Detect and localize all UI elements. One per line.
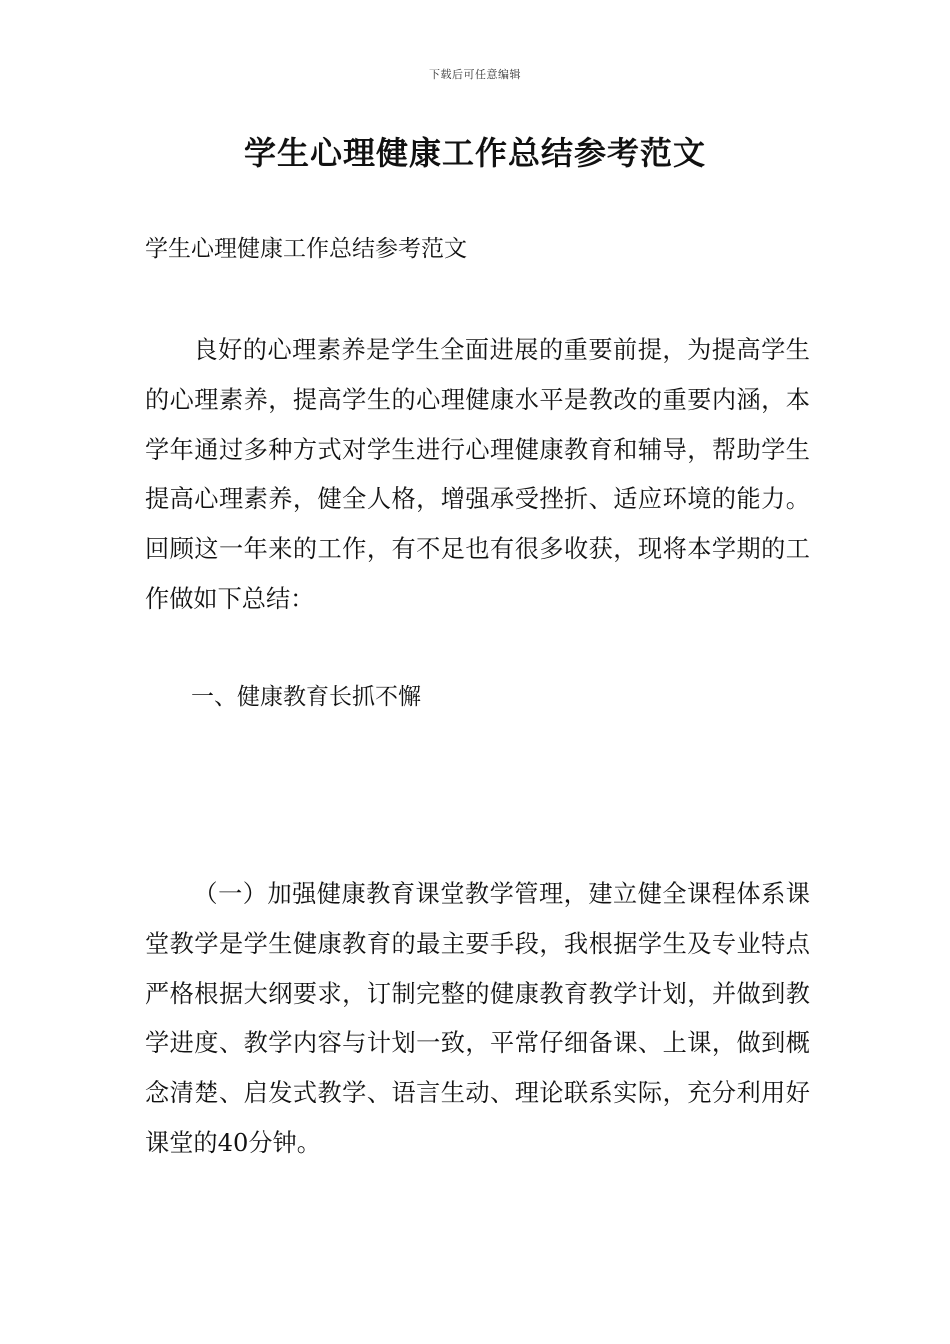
intro-paragraph: 良好的心理素养是学生全面进展的重要前提，为提高学生的心理素养，提高学生的心理健康水平是教改的重要内涵，本学年通过多种方式对学生进行心理健康教育和辅导，帮助学生提高心理素养，健全人格，增强承受挫折、适应环境的能力。回顾这一年来的工作，有不足也有很多收获，现将本学期的工作做如下总结： <box>145 336 810 613</box>
document-title: 学生心理健康工作总结参考范文 <box>243 134 706 172</box>
section-heading-1: 一、健康教育长抓不懈 <box>191 684 421 710</box>
section-1-item-1-paragraph: （一）加强健康教育课堂教学管理，建立健全课程体系课堂教学是学生健康教育的最主要手段，我根据学生及专业特点严格根据大纲要求，订制完整的健康教育教学计划，并做到教学进度、教学内容与计划一致，平常仔细备课、上课，做到概念清楚、启发式教学、语言生动、理论联系实际，充分利用好课堂的40分钟。 <box>145 880 810 1157</box>
header-note: 下载后可任意编辑 <box>429 68 521 81</box>
document-subtitle: 学生心理健康工作总结参考范文 <box>145 236 467 262</box>
